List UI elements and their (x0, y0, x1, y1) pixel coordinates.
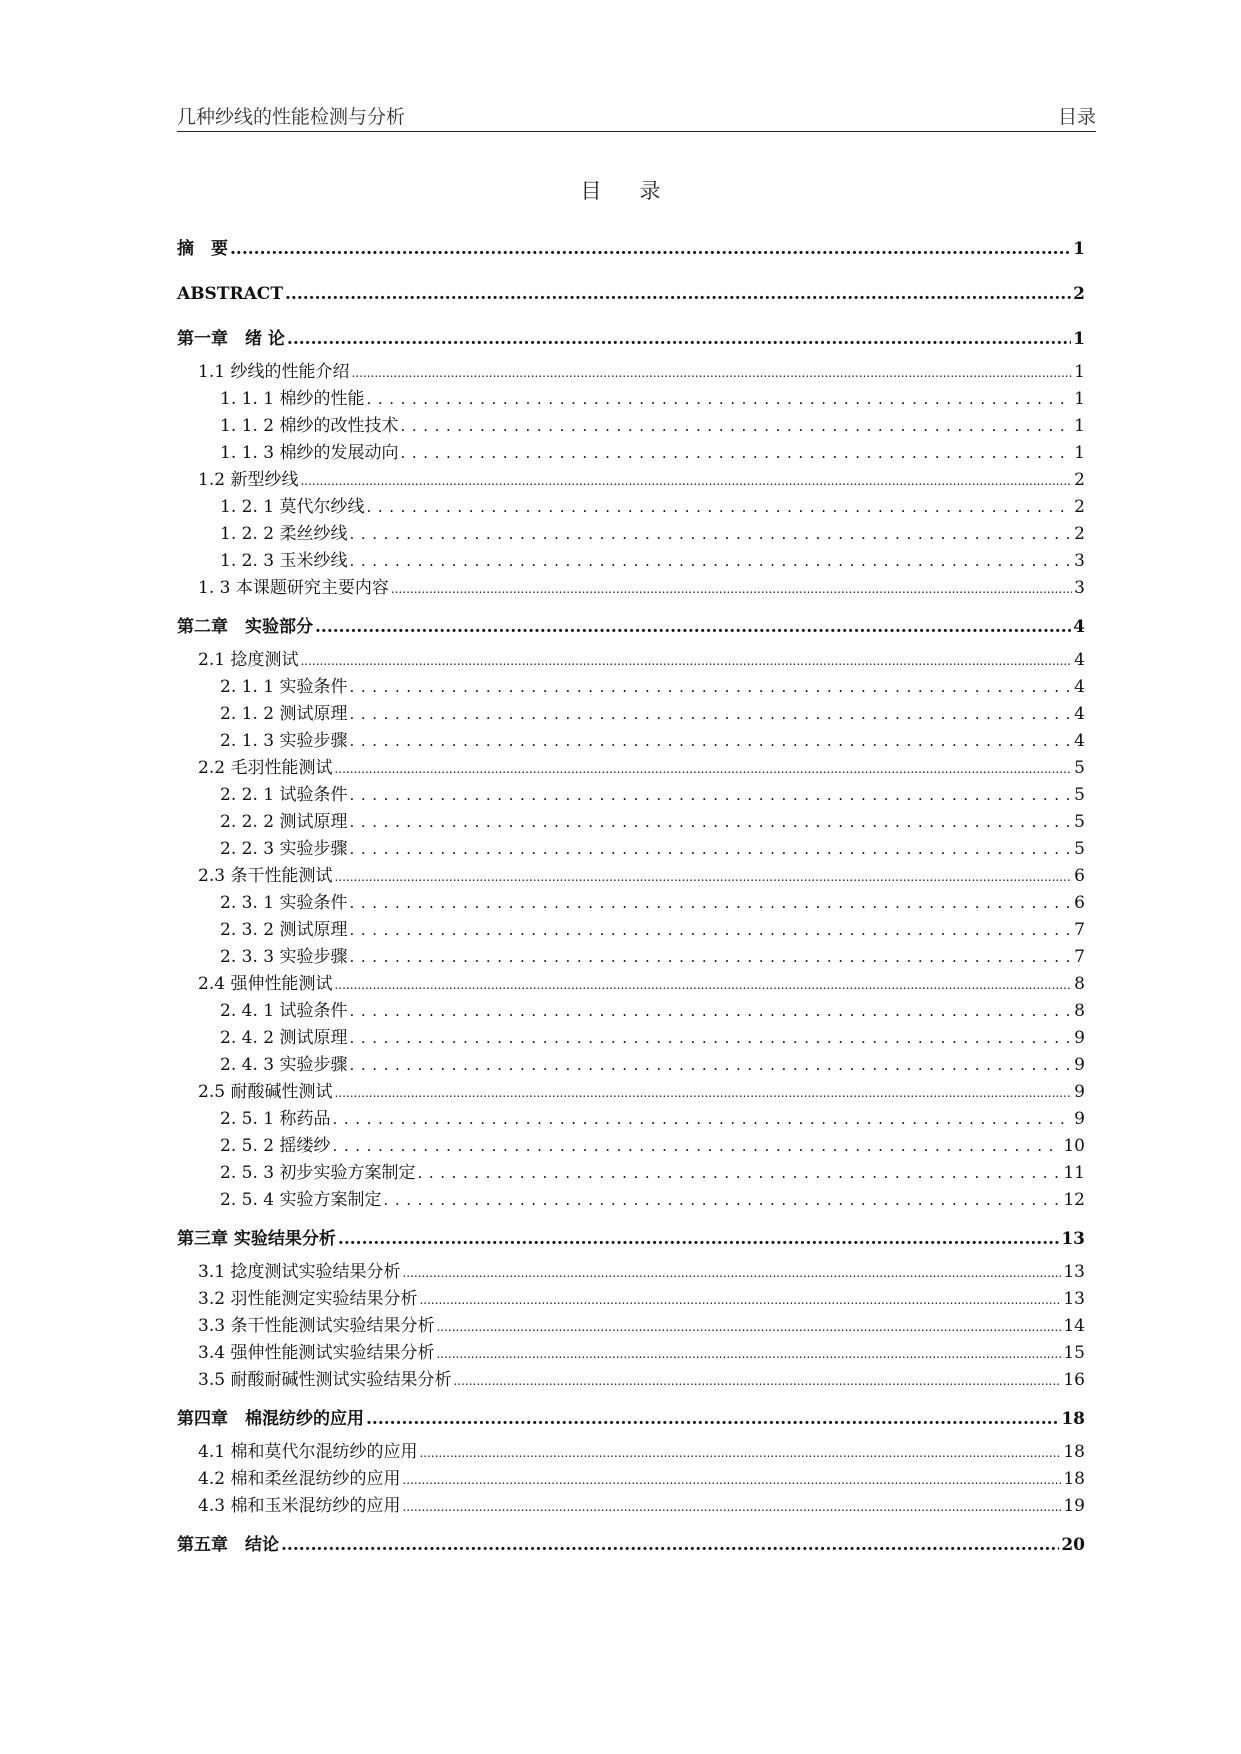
toc-subsection-entry[interactable] (177, 494, 1085, 521)
toc-entry-label: 2. 2. 2 测试原理 (220, 812, 348, 832)
toc-entry-label: 2. 3. 3 实验步骤 (220, 947, 348, 967)
toc-section-entry[interactable] (177, 1079, 1085, 1106)
toc-chapter-entry[interactable] (177, 320, 1085, 359)
toc-chapter-entry[interactable] (177, 608, 1085, 647)
toc-page-number: 12 (1063, 1190, 1085, 1210)
toc-chapter-entry[interactable] (177, 275, 1085, 314)
toc-dot-leader (349, 890, 1072, 917)
toc-section-entry[interactable] (177, 971, 1085, 998)
toc-dot-leader (334, 971, 1072, 999)
toc-page-number: 11 (1063, 1163, 1085, 1183)
toc-page-number: 5 (1074, 758, 1085, 778)
toc-entry-label: 3.4 强伸性能测试实验结果分析 (198, 1343, 435, 1363)
toc-dot-leader (436, 1340, 1061, 1368)
toc-entry-label: 3.1 捻度测试实验结果分析 (198, 1262, 401, 1282)
toc-page-number: 13 (1063, 1262, 1085, 1282)
toc-dot-leader (366, 386, 1072, 413)
toc-dot-leader (419, 1286, 1061, 1314)
toc-section-entry[interactable] (177, 467, 1085, 494)
toc-subsection-entry[interactable] (177, 674, 1085, 701)
toc-entry-label: 第三章 实验结果分析 (177, 1229, 336, 1249)
toc-section-entry[interactable] (177, 1286, 1085, 1313)
toc-dot-leader (349, 728, 1072, 755)
toc-page-number: 9 (1074, 1082, 1085, 1102)
toc-page-number: 13 (1061, 1229, 1085, 1249)
toc-dot-leader (402, 1466, 1061, 1494)
toc-subsection-entry[interactable] (177, 1052, 1085, 1079)
toc-entry-label: 1. 2. 3 玉米纱线 (220, 551, 348, 571)
toc-dot-leader (349, 674, 1072, 701)
toc-subsection-entry[interactable] (177, 728, 1085, 755)
toc-page-number: 9 (1074, 1055, 1085, 1075)
toc-dot-leader (300, 467, 1072, 495)
toc-subsection-entry[interactable] (177, 440, 1085, 467)
toc-entry-label: 2.5 耐酸碱性测试 (198, 1082, 333, 1102)
toc-subsection-entry[interactable] (177, 1133, 1085, 1160)
toc-section-entry[interactable] (177, 1439, 1085, 1466)
toc-entry-label: 2. 4. 2 测试原理 (220, 1028, 348, 1048)
toc-dot-leader (349, 809, 1072, 836)
toc-entry-label: 2.4 强伸性能测试 (198, 974, 333, 994)
toc-entry-label: 2. 1. 1 实验条件 (220, 677, 348, 697)
toc-entry-label: 3.3 条干性能测试实验结果分析 (198, 1316, 435, 1336)
toc-entry-label: 1.2 新型纱线 (198, 470, 299, 490)
toc-section-entry[interactable] (177, 863, 1085, 890)
toc-dot-leader (391, 575, 1072, 603)
toc-entry-label: 1. 1. 1 棉纱的性能 (220, 389, 365, 409)
toc-entry-label: 2. 5. 1 称药品 (220, 1109, 331, 1129)
toc-entry-label: 4.2 棉和柔丝混纺纱的应用 (198, 1469, 401, 1489)
toc-dot-leader (349, 836, 1072, 863)
toc-entry-label: 3.2 羽性能测定实验结果分析 (198, 1289, 418, 1309)
toc-dot-leader (285, 275, 1071, 314)
toc-page-number: 6 (1074, 893, 1085, 913)
toc-section-entry[interactable] (177, 1466, 1085, 1493)
toc-dot-leader (315, 608, 1071, 647)
table-of-contents (177, 230, 1085, 1565)
toc-section-entry[interactable] (177, 1340, 1085, 1367)
toc-entry-label: 3.5 耐酸耐碱性测试实验结果分析 (198, 1370, 452, 1390)
toc-dot-leader (338, 1220, 1059, 1259)
toc-entry-label: 2. 2. 3 实验步骤 (220, 839, 348, 859)
toc-entry-label: 第五章 结论 (177, 1535, 279, 1555)
page-title: 目录 (580, 179, 699, 203)
toc-entry-label: 1. 1. 2 棉纱的改性技术 (220, 416, 399, 436)
toc-entry-label: 2. 5. 4 实验方案制定 (220, 1190, 382, 1210)
toc-section-entry[interactable] (177, 359, 1085, 386)
toc-dot-leader (402, 1259, 1061, 1287)
toc-page-number: 5 (1074, 785, 1085, 805)
toc-subsection-entry[interactable] (177, 809, 1085, 836)
toc-page-number: 4 (1074, 704, 1085, 724)
toc-page-number: 6 (1074, 866, 1085, 886)
toc-chapter-entry[interactable] (177, 230, 1085, 269)
toc-section-entry[interactable] (177, 1313, 1085, 1340)
toc-page-number: 7 (1074, 947, 1085, 967)
toc-page-number: 10 (1063, 1136, 1085, 1156)
toc-entry-label: 1. 2. 1 莫代尔纱线 (220, 497, 365, 517)
toc-section-entry[interactable] (177, 1367, 1085, 1394)
toc-page-number: 1 (1073, 239, 1085, 259)
page-header (177, 104, 1096, 132)
toc-entry-label: 2. 5. 2 摇缕纱 (220, 1136, 331, 1156)
toc-entry-label: 2. 4. 3 实验步骤 (220, 1055, 348, 1075)
toc-dot-leader (349, 782, 1072, 809)
toc-entry-label: 2. 1. 2 测试原理 (220, 704, 348, 724)
toc-dot-leader (281, 1526, 1059, 1565)
toc-page-number: 4 (1074, 677, 1085, 697)
toc-dot-leader (349, 521, 1072, 548)
toc-entry-label: 第二章 实验部分 (177, 617, 313, 637)
toc-page-number: 4 (1074, 650, 1085, 670)
toc-entry-label: 1. 2. 2 柔丝纱线 (220, 524, 348, 544)
header-document-title: 几种纱线的性能检测与分析 (177, 106, 406, 128)
toc-page-number: 15 (1063, 1343, 1085, 1363)
toc-entry-label: 第四章 棉混纺纱的应用 (177, 1409, 364, 1429)
toc-dot-leader (349, 944, 1072, 971)
toc-section-entry[interactable] (177, 755, 1085, 782)
toc-page-number: 1 (1073, 329, 1085, 349)
toc-subsection-entry[interactable] (177, 1160, 1085, 1187)
toc-entry-label: 2.1 捻度测试 (198, 650, 299, 670)
toc-subsection-entry[interactable] (177, 917, 1085, 944)
toc-page-number: 14 (1063, 1316, 1085, 1336)
toc-page-number: 1 (1074, 362, 1085, 382)
toc-page-number: 16 (1063, 1370, 1085, 1390)
toc-dot-leader (436, 1313, 1061, 1341)
toc-page-number: 3 (1074, 551, 1085, 571)
toc-dot-leader (287, 320, 1071, 359)
toc-dot-leader (366, 1400, 1059, 1439)
toc-entry-label: 摘 要 (177, 239, 228, 259)
toc-dot-leader (402, 1493, 1061, 1521)
toc-page-number: 9 (1074, 1028, 1085, 1048)
toc-section-entry[interactable] (177, 575, 1085, 602)
toc-subsection-entry[interactable] (177, 1106, 1085, 1133)
toc-page-number: 9 (1074, 1109, 1085, 1129)
toc-page-number: 2 (1073, 284, 1085, 304)
toc-section-entry[interactable] (177, 1259, 1085, 1286)
toc-entry-label: 2. 5. 3 初步实验方案制定 (220, 1163, 416, 1183)
toc-dot-leader (366, 494, 1072, 521)
toc-entry-label: 2. 4. 1 试验条件 (220, 1001, 348, 1021)
toc-page-number: 4 (1074, 731, 1085, 751)
toc-subsection-entry[interactable] (177, 701, 1085, 728)
toc-page-number: 2 (1074, 470, 1085, 490)
toc-entry-label: 1. 1. 3 棉纱的发展动向 (220, 443, 399, 463)
toc-entry-label: 2. 1. 3 实验步骤 (220, 731, 348, 751)
toc-subsection-entry[interactable] (177, 1187, 1085, 1214)
toc-entry-label: 1.1 纱线的性能介绍 (198, 362, 350, 382)
toc-page-number: 1 (1074, 389, 1085, 409)
toc-subsection-entry[interactable] (177, 1025, 1085, 1052)
toc-chapter-entry[interactable] (177, 1526, 1085, 1565)
toc-dot-leader (400, 413, 1072, 440)
toc-entry-label: 2. 3. 2 测试原理 (220, 920, 348, 940)
toc-chapter-entry[interactable] (177, 1400, 1085, 1439)
toc-dot-leader (417, 1160, 1061, 1187)
toc-chapter-entry[interactable] (177, 1220, 1085, 1259)
toc-entry-label: 4.1 棉和莫代尔混纺纱的应用 (198, 1442, 418, 1462)
toc-subsection-entry[interactable] (177, 548, 1085, 575)
toc-dot-leader (230, 230, 1071, 269)
toc-entry-label: 1. 3 本课题研究主要内容 (198, 578, 389, 598)
toc-subsection-entry[interactable] (177, 998, 1085, 1025)
toc-entry-label: 第一章 绪 论 (177, 329, 285, 349)
toc-page-number: 1 (1074, 416, 1085, 436)
toc-dot-leader (332, 1106, 1072, 1133)
toc-dot-leader (453, 1367, 1061, 1395)
toc-entry-label: ABSTRACT (177, 284, 283, 304)
toc-dot-leader (349, 1052, 1072, 1079)
toc-dot-leader (419, 1439, 1061, 1467)
toc-subsection-entry[interactable] (177, 386, 1085, 413)
toc-page-number: 13 (1063, 1289, 1085, 1309)
toc-page-number: 2 (1074, 497, 1085, 517)
toc-subsection-entry[interactable] (177, 944, 1085, 971)
toc-dot-leader (383, 1187, 1061, 1214)
toc-subsection-entry[interactable] (177, 782, 1085, 809)
toc-entry-label: 2. 2. 1 试验条件 (220, 785, 348, 805)
header-section-label: 目录 (1057, 106, 1096, 128)
toc-subsection-entry[interactable] (177, 890, 1085, 917)
toc-entry-label: 4.3 棉和玉米混纺纱的应用 (198, 1496, 401, 1516)
toc-dot-leader (349, 701, 1072, 728)
toc-section-entry[interactable] (177, 647, 1085, 674)
toc-dot-leader (332, 1133, 1061, 1160)
toc-page-number: 18 (1061, 1409, 1085, 1429)
toc-page-number: 3 (1074, 578, 1085, 598)
toc-page-number: 18 (1063, 1469, 1085, 1489)
toc-dot-leader (300, 647, 1072, 675)
toc-dot-leader (334, 1079, 1072, 1107)
toc-dot-leader (349, 548, 1072, 575)
toc-page-number: 20 (1061, 1535, 1085, 1555)
toc-entry-label: 2.3 条干性能测试 (198, 866, 333, 886)
toc-page-number: 7 (1074, 920, 1085, 940)
toc-entry-label: 2.2 毛羽性能测试 (198, 758, 333, 778)
toc-page-number: 19 (1063, 1496, 1085, 1516)
toc-page-number: 8 (1074, 974, 1085, 994)
toc-page-number: 1 (1074, 443, 1085, 463)
toc-page-number: 4 (1073, 617, 1085, 637)
toc-dot-leader (334, 755, 1072, 783)
toc-dot-leader (400, 440, 1072, 467)
toc-page-number: 8 (1074, 1001, 1085, 1021)
toc-dot-leader (349, 917, 1072, 944)
toc-page-number: 5 (1074, 812, 1085, 832)
toc-subsection-entry[interactable] (177, 521, 1085, 548)
toc-dot-leader (349, 998, 1072, 1025)
toc-dot-leader (334, 863, 1072, 891)
toc-dot-leader (351, 359, 1072, 387)
toc-dot-leader (349, 1025, 1072, 1052)
toc-entry-label: 2. 3. 1 实验条件 (220, 893, 348, 913)
toc-subsection-entry[interactable] (177, 413, 1085, 440)
toc-page-number: 2 (1074, 524, 1085, 544)
toc-page-number: 18 (1063, 1442, 1085, 1462)
toc-section-entry[interactable] (177, 1493, 1085, 1520)
toc-subsection-entry[interactable] (177, 836, 1085, 863)
toc-page-number: 5 (1074, 839, 1085, 859)
